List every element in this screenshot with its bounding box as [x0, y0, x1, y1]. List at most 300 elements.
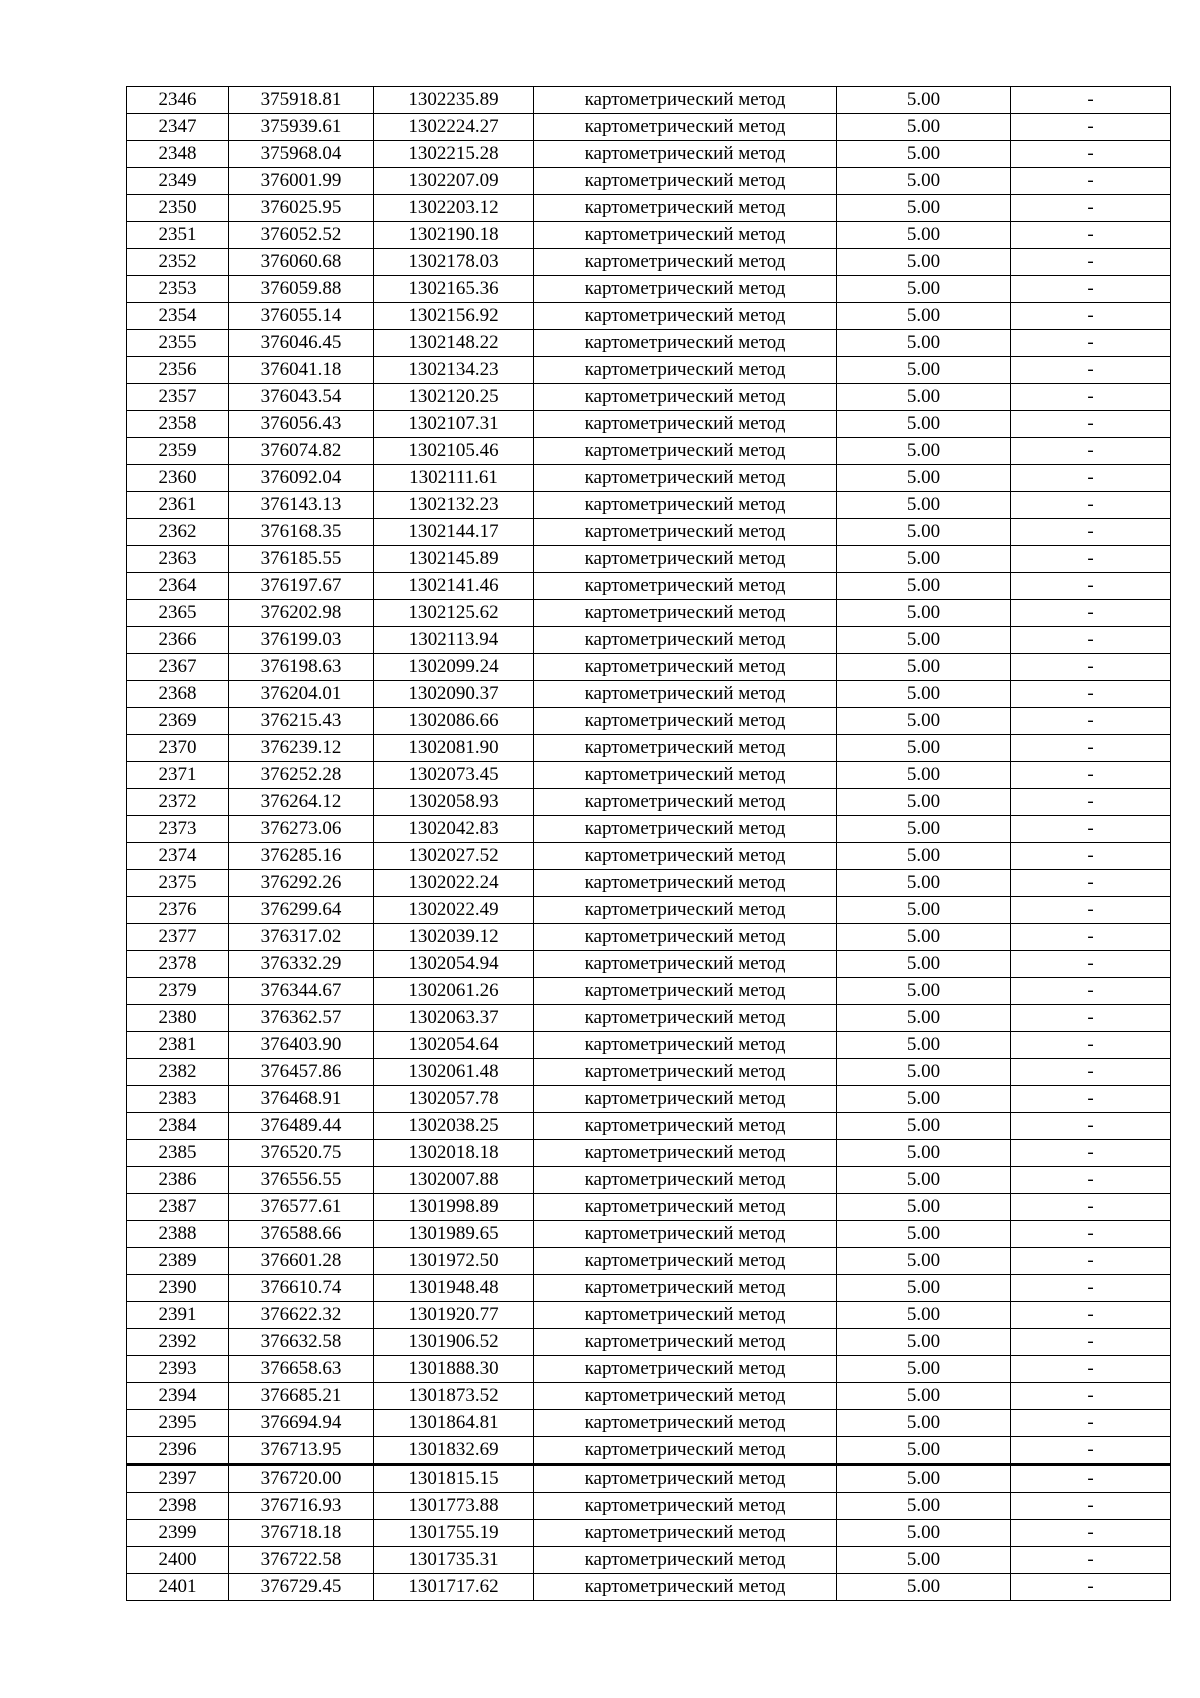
note-cell: -	[1011, 1356, 1171, 1383]
y-coordinate-cell: 1302063.37	[374, 1005, 534, 1032]
method-cell: картометрический метод	[534, 168, 837, 195]
method-cell: картометрический метод	[534, 1248, 837, 1275]
y-coordinate-cell: 1302141.46	[374, 573, 534, 600]
x-coordinate-cell: 376199.03	[229, 627, 374, 654]
method-cell: картометрический метод	[534, 870, 837, 897]
table-row	[127, 114, 1171, 141]
method-cell: картометрический метод	[534, 1465, 837, 1493]
method-cell: картометрический метод	[534, 357, 837, 384]
y-coordinate-cell: 1302235.89	[374, 87, 534, 114]
table-row	[127, 573, 1171, 600]
table-row	[127, 1113, 1171, 1140]
note-cell: -	[1011, 1086, 1171, 1113]
accuracy-cell: 5.00	[837, 789, 1011, 816]
x-coordinate-cell: 376520.75	[229, 1140, 374, 1167]
x-coordinate-cell: 376074.82	[229, 438, 374, 465]
y-coordinate-cell: 1302018.18	[374, 1140, 534, 1167]
note-cell: -	[1011, 411, 1171, 438]
note-cell: -	[1011, 276, 1171, 303]
y-coordinate-cell: 1302039.12	[374, 924, 534, 951]
note-cell: -	[1011, 708, 1171, 735]
method-cell: картометрический метод	[534, 1005, 837, 1032]
note-cell: -	[1011, 168, 1171, 195]
method-cell: картометрический метод	[534, 924, 837, 951]
accuracy-cell: 5.00	[837, 87, 1011, 114]
table-row	[127, 708, 1171, 735]
table-row	[127, 978, 1171, 1005]
x-coordinate-cell: 376264.12	[229, 789, 374, 816]
table-row	[127, 303, 1171, 330]
point-number-cell: 2366	[127, 627, 229, 654]
accuracy-cell: 5.00	[837, 1032, 1011, 1059]
table-row	[127, 600, 1171, 627]
note-cell: -	[1011, 1032, 1171, 1059]
point-number-cell: 2400	[127, 1547, 229, 1574]
method-cell: картометрический метод	[534, 1574, 837, 1601]
x-coordinate-cell: 376362.57	[229, 1005, 374, 1032]
y-coordinate-cell: 1302061.48	[374, 1059, 534, 1086]
method-cell: картометрический метод	[534, 465, 837, 492]
table-row	[127, 870, 1171, 897]
table-row	[127, 654, 1171, 681]
table-row	[127, 1574, 1171, 1601]
note-cell: -	[1011, 114, 1171, 141]
point-number-cell: 2356	[127, 357, 229, 384]
note-cell: -	[1011, 924, 1171, 951]
accuracy-cell: 5.00	[837, 1574, 1011, 1601]
note-cell: -	[1011, 573, 1171, 600]
table-row	[127, 951, 1171, 978]
point-number-cell: 2385	[127, 1140, 229, 1167]
accuracy-cell: 5.00	[837, 141, 1011, 168]
y-coordinate-cell: 1302148.22	[374, 330, 534, 357]
accuracy-cell: 5.00	[837, 843, 1011, 870]
y-coordinate-cell: 1302054.64	[374, 1032, 534, 1059]
y-coordinate-cell: 1302144.17	[374, 519, 534, 546]
point-number-cell: 2370	[127, 735, 229, 762]
point-number-cell: 2349	[127, 168, 229, 195]
method-cell: картометрический метод	[534, 1086, 837, 1113]
y-coordinate-cell: 1302022.24	[374, 870, 534, 897]
x-coordinate-cell: 376588.66	[229, 1221, 374, 1248]
method-cell: картометрический метод	[534, 438, 837, 465]
method-cell: картометрический метод	[534, 249, 837, 276]
point-number-cell: 2394	[127, 1383, 229, 1410]
method-cell: картометрический метод	[534, 1113, 837, 1140]
x-coordinate-cell: 376059.88	[229, 276, 374, 303]
y-coordinate-cell: 1302156.92	[374, 303, 534, 330]
point-number-cell: 2381	[127, 1032, 229, 1059]
point-number-cell: 2359	[127, 438, 229, 465]
table-row	[127, 249, 1171, 276]
table-row	[127, 519, 1171, 546]
x-coordinate-cell: 376025.95	[229, 195, 374, 222]
method-cell: картометрический метод	[534, 1275, 837, 1302]
note-cell: -	[1011, 1221, 1171, 1248]
point-number-cell: 2360	[127, 465, 229, 492]
note-cell: -	[1011, 654, 1171, 681]
y-coordinate-cell: 1302125.62	[374, 600, 534, 627]
note-cell: -	[1011, 1465, 1171, 1493]
method-cell: картометрический метод	[534, 789, 837, 816]
note-cell: -	[1011, 1275, 1171, 1302]
note-cell: -	[1011, 1329, 1171, 1356]
y-coordinate-cell: 1302134.23	[374, 357, 534, 384]
accuracy-cell: 5.00	[837, 1493, 1011, 1520]
point-number-cell: 2374	[127, 843, 229, 870]
y-coordinate-cell: 1301755.19	[374, 1520, 534, 1547]
y-coordinate-cell: 1302215.28	[374, 141, 534, 168]
point-number-cell: 2354	[127, 303, 229, 330]
y-coordinate-cell: 1302113.94	[374, 627, 534, 654]
note-cell: -	[1011, 222, 1171, 249]
method-cell: картометрический метод	[534, 843, 837, 870]
point-number-cell: 2368	[127, 681, 229, 708]
accuracy-cell: 5.00	[837, 573, 1011, 600]
y-coordinate-cell: 1301888.30	[374, 1356, 534, 1383]
accuracy-cell: 5.00	[837, 384, 1011, 411]
accuracy-cell: 5.00	[837, 1437, 1011, 1465]
method-cell: картометрический метод	[534, 1356, 837, 1383]
table-row	[127, 1356, 1171, 1383]
point-number-cell: 2355	[127, 330, 229, 357]
x-coordinate-cell: 376055.14	[229, 303, 374, 330]
method-cell: картометрический метод	[534, 384, 837, 411]
accuracy-cell: 5.00	[837, 438, 1011, 465]
y-coordinate-cell: 1301989.65	[374, 1221, 534, 1248]
table-row	[127, 1059, 1171, 1086]
method-cell: картометрический метод	[534, 87, 837, 114]
x-coordinate-cell: 376332.29	[229, 951, 374, 978]
x-coordinate-cell: 376720.00	[229, 1465, 374, 1493]
table-row	[127, 1520, 1171, 1547]
y-coordinate-cell: 1302081.90	[374, 735, 534, 762]
table-row	[127, 1032, 1171, 1059]
point-number-cell: 2401	[127, 1574, 229, 1601]
y-coordinate-cell: 1301815.15	[374, 1465, 534, 1493]
table-row	[127, 168, 1171, 195]
accuracy-cell: 5.00	[837, 114, 1011, 141]
method-cell: картометрический метод	[534, 681, 837, 708]
x-coordinate-cell: 376299.64	[229, 897, 374, 924]
x-coordinate-cell: 376716.93	[229, 1493, 374, 1520]
table-row	[127, 843, 1171, 870]
accuracy-cell: 5.00	[837, 519, 1011, 546]
note-cell: -	[1011, 843, 1171, 870]
point-number-cell: 2372	[127, 789, 229, 816]
method-cell: картометрический метод	[534, 1493, 837, 1520]
method-cell: картометрический метод	[534, 1059, 837, 1086]
x-coordinate-cell: 376622.32	[229, 1302, 374, 1329]
x-coordinate-cell: 376556.55	[229, 1167, 374, 1194]
x-coordinate-cell: 376273.06	[229, 816, 374, 843]
accuracy-cell: 5.00	[837, 1140, 1011, 1167]
note-cell: -	[1011, 330, 1171, 357]
y-coordinate-cell: 1301998.89	[374, 1194, 534, 1221]
note-cell: -	[1011, 519, 1171, 546]
table-row	[127, 762, 1171, 789]
accuracy-cell: 5.00	[837, 708, 1011, 735]
x-coordinate-cell: 376601.28	[229, 1248, 374, 1275]
coordinates-table	[126, 86, 1171, 1601]
method-cell: картометрический метод	[534, 1410, 837, 1437]
x-coordinate-cell: 376632.58	[229, 1329, 374, 1356]
note-cell: -	[1011, 1059, 1171, 1086]
table-row	[127, 1493, 1171, 1520]
note-cell: -	[1011, 1493, 1171, 1520]
y-coordinate-cell: 1301773.88	[374, 1493, 534, 1520]
note-cell: -	[1011, 1410, 1171, 1437]
x-coordinate-cell: 376685.21	[229, 1383, 374, 1410]
accuracy-cell: 5.00	[837, 897, 1011, 924]
method-cell: картометрический метод	[534, 411, 837, 438]
method-cell: картометрический метод	[534, 492, 837, 519]
x-coordinate-cell: 376285.16	[229, 843, 374, 870]
point-number-cell: 2390	[127, 1275, 229, 1302]
point-number-cell: 2346	[127, 87, 229, 114]
table-row	[127, 222, 1171, 249]
accuracy-cell: 5.00	[837, 735, 1011, 762]
point-number-cell: 2384	[127, 1113, 229, 1140]
table-row	[127, 1005, 1171, 1032]
method-cell: картометрический метод	[534, 654, 837, 681]
method-cell: картометрический метод	[534, 1194, 837, 1221]
point-number-cell: 2365	[127, 600, 229, 627]
method-cell: картометрический метод	[534, 735, 837, 762]
y-coordinate-cell: 1301735.31	[374, 1547, 534, 1574]
y-coordinate-cell: 1302190.18	[374, 222, 534, 249]
point-number-cell: 2358	[127, 411, 229, 438]
x-coordinate-cell: 376143.13	[229, 492, 374, 519]
accuracy-cell: 5.00	[837, 195, 1011, 222]
method-cell: картометрический метод	[534, 303, 837, 330]
point-number-cell: 2396	[127, 1437, 229, 1465]
note-cell: -	[1011, 465, 1171, 492]
table-row	[127, 897, 1171, 924]
note-cell: -	[1011, 546, 1171, 573]
note-cell: -	[1011, 384, 1171, 411]
table-row	[127, 1383, 1171, 1410]
point-number-cell: 2348	[127, 141, 229, 168]
accuracy-cell: 5.00	[837, 276, 1011, 303]
table-row	[127, 1410, 1171, 1437]
x-coordinate-cell: 376577.61	[229, 1194, 374, 1221]
note-cell: -	[1011, 1248, 1171, 1275]
accuracy-cell: 5.00	[837, 222, 1011, 249]
y-coordinate-cell: 1302107.31	[374, 411, 534, 438]
point-number-cell: 2362	[127, 519, 229, 546]
y-coordinate-cell: 1302058.93	[374, 789, 534, 816]
note-cell: -	[1011, 1140, 1171, 1167]
table-row	[127, 1221, 1171, 1248]
accuracy-cell: 5.00	[837, 492, 1011, 519]
method-cell: картометрический метод	[534, 708, 837, 735]
point-number-cell: 2393	[127, 1356, 229, 1383]
y-coordinate-cell: 1302132.23	[374, 492, 534, 519]
x-coordinate-cell: 375918.81	[229, 87, 374, 114]
table-row	[127, 924, 1171, 951]
y-coordinate-cell: 1302007.88	[374, 1167, 534, 1194]
method-cell: картометрический метод	[534, 951, 837, 978]
point-number-cell: 2387	[127, 1194, 229, 1221]
x-coordinate-cell: 376197.67	[229, 573, 374, 600]
table-row	[127, 1437, 1171, 1465]
point-number-cell: 2386	[127, 1167, 229, 1194]
table-row	[127, 492, 1171, 519]
accuracy-cell: 5.00	[837, 168, 1011, 195]
method-cell: картометрический метод	[534, 222, 837, 249]
accuracy-cell: 5.00	[837, 411, 1011, 438]
note-cell: -	[1011, 87, 1171, 114]
method-cell: картометрический метод	[534, 573, 837, 600]
accuracy-cell: 5.00	[837, 627, 1011, 654]
method-cell: картометрический метод	[534, 1167, 837, 1194]
note-cell: -	[1011, 1194, 1171, 1221]
method-cell: картометрический метод	[534, 1437, 837, 1465]
point-number-cell: 2367	[127, 654, 229, 681]
y-coordinate-cell: 1302073.45	[374, 762, 534, 789]
table-row	[127, 1194, 1171, 1221]
method-cell: картометрический метод	[534, 627, 837, 654]
point-number-cell: 2371	[127, 762, 229, 789]
method-cell: картометрический метод	[534, 897, 837, 924]
point-number-cell: 2383	[127, 1086, 229, 1113]
table-row	[127, 1140, 1171, 1167]
x-coordinate-cell: 376046.45	[229, 330, 374, 357]
accuracy-cell: 5.00	[837, 951, 1011, 978]
note-cell: -	[1011, 1113, 1171, 1140]
x-coordinate-cell: 375968.04	[229, 141, 374, 168]
x-coordinate-cell: 376056.43	[229, 411, 374, 438]
method-cell: картометрический метод	[534, 114, 837, 141]
accuracy-cell: 5.00	[837, 465, 1011, 492]
table-row	[127, 384, 1171, 411]
table-row	[127, 1329, 1171, 1356]
method-cell: картометрический метод	[534, 1383, 837, 1410]
x-coordinate-cell: 376202.98	[229, 600, 374, 627]
point-number-cell: 2377	[127, 924, 229, 951]
method-cell: картометрический метод	[534, 1547, 837, 1574]
accuracy-cell: 5.00	[837, 1113, 1011, 1140]
accuracy-cell: 5.00	[837, 546, 1011, 573]
table-row	[127, 276, 1171, 303]
y-coordinate-cell: 1301873.52	[374, 1383, 534, 1410]
table-row	[127, 357, 1171, 384]
accuracy-cell: 5.00	[837, 1302, 1011, 1329]
table-row	[127, 1302, 1171, 1329]
table-row	[127, 1086, 1171, 1113]
note-cell: -	[1011, 195, 1171, 222]
x-coordinate-cell: 376001.99	[229, 168, 374, 195]
table-row	[127, 735, 1171, 762]
x-coordinate-cell: 376185.55	[229, 546, 374, 573]
accuracy-cell: 5.00	[837, 1194, 1011, 1221]
y-coordinate-cell: 1301920.77	[374, 1302, 534, 1329]
x-coordinate-cell: 376041.18	[229, 357, 374, 384]
accuracy-cell: 5.00	[837, 681, 1011, 708]
note-cell: -	[1011, 870, 1171, 897]
point-number-cell: 2353	[127, 276, 229, 303]
method-cell: картометрический метод	[534, 816, 837, 843]
x-coordinate-cell: 376168.35	[229, 519, 374, 546]
table-row	[127, 141, 1171, 168]
x-coordinate-cell: 376317.02	[229, 924, 374, 951]
y-coordinate-cell: 1302178.03	[374, 249, 534, 276]
y-coordinate-cell: 1302165.36	[374, 276, 534, 303]
point-number-cell: 2350	[127, 195, 229, 222]
table-body	[127, 87, 1171, 1601]
x-coordinate-cell: 376489.44	[229, 1113, 374, 1140]
point-number-cell: 2347	[127, 114, 229, 141]
point-number-cell: 2380	[127, 1005, 229, 1032]
table-row	[127, 195, 1171, 222]
point-number-cell: 2361	[127, 492, 229, 519]
note-cell: -	[1011, 438, 1171, 465]
note-cell: -	[1011, 978, 1171, 1005]
y-coordinate-cell: 1302086.66	[374, 708, 534, 735]
note-cell: -	[1011, 1437, 1171, 1465]
y-coordinate-cell: 1302090.37	[374, 681, 534, 708]
x-coordinate-cell: 376468.91	[229, 1086, 374, 1113]
method-cell: картометрический метод	[534, 330, 837, 357]
x-coordinate-cell: 376718.18	[229, 1520, 374, 1547]
note-cell: -	[1011, 951, 1171, 978]
y-coordinate-cell: 1302105.46	[374, 438, 534, 465]
x-coordinate-cell: 376722.58	[229, 1547, 374, 1574]
note-cell: -	[1011, 681, 1171, 708]
accuracy-cell: 5.00	[837, 1465, 1011, 1493]
y-coordinate-cell: 1301906.52	[374, 1329, 534, 1356]
method-cell: картометрический метод	[534, 195, 837, 222]
accuracy-cell: 5.00	[837, 1520, 1011, 1547]
note-cell: -	[1011, 762, 1171, 789]
note-cell: -	[1011, 303, 1171, 330]
method-cell: картометрический метод	[534, 1140, 837, 1167]
accuracy-cell: 5.00	[837, 1086, 1011, 1113]
accuracy-cell: 5.00	[837, 654, 1011, 681]
table-row	[127, 681, 1171, 708]
method-cell: картометрический метод	[534, 1302, 837, 1329]
y-coordinate-cell: 1301832.69	[374, 1437, 534, 1465]
method-cell: картометрический метод	[534, 1520, 837, 1547]
table-row	[127, 330, 1171, 357]
point-number-cell: 2398	[127, 1493, 229, 1520]
x-coordinate-cell: 376713.95	[229, 1437, 374, 1465]
y-coordinate-cell: 1302042.83	[374, 816, 534, 843]
accuracy-cell: 5.00	[837, 1005, 1011, 1032]
method-cell: картометрический метод	[534, 1221, 837, 1248]
x-coordinate-cell: 376252.28	[229, 762, 374, 789]
table-row	[127, 1275, 1171, 1302]
y-coordinate-cell: 1301972.50	[374, 1248, 534, 1275]
y-coordinate-cell: 1302145.89	[374, 546, 534, 573]
note-cell: -	[1011, 735, 1171, 762]
accuracy-cell: 5.00	[837, 1221, 1011, 1248]
method-cell: картометрический метод	[534, 1032, 837, 1059]
y-coordinate-cell: 1302207.09	[374, 168, 534, 195]
table-row	[127, 789, 1171, 816]
accuracy-cell: 5.00	[837, 1410, 1011, 1437]
note-cell: -	[1011, 141, 1171, 168]
y-coordinate-cell: 1302054.94	[374, 951, 534, 978]
point-number-cell: 2397	[127, 1465, 229, 1493]
accuracy-cell: 5.00	[837, 303, 1011, 330]
point-number-cell: 2369	[127, 708, 229, 735]
point-number-cell: 2363	[127, 546, 229, 573]
x-coordinate-cell: 375939.61	[229, 114, 374, 141]
point-number-cell: 2357	[127, 384, 229, 411]
accuracy-cell: 5.00	[837, 1547, 1011, 1574]
